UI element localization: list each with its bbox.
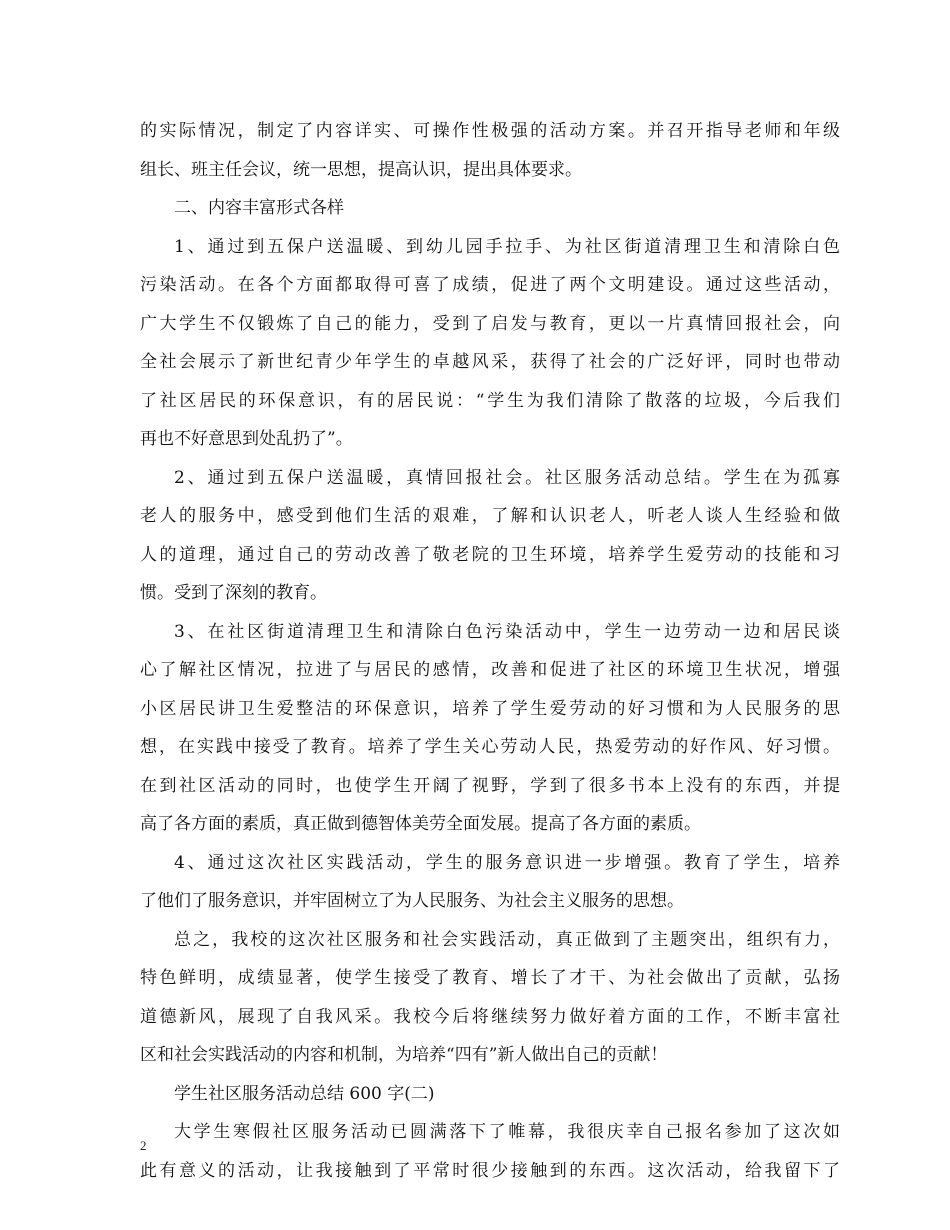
text-line: 2、通过到五保户送温暖，真情回报社会。社区服务活动总结。学生在为孤寡 xyxy=(174,467,840,488)
text-line: 道德新风，展现了自我风采。我校今后将继续努力做好着方面的工作，不断丰富社 xyxy=(140,1006,840,1027)
text-line: 再也不好意思到处乱扔了”。 xyxy=(140,429,353,449)
text-line: 4、通过这次社区实践活动，学生的服务意识进一步增强。教育了学生，培养 xyxy=(174,852,840,873)
page-number: 2 xyxy=(140,1138,147,1153)
text-line: 污染活动。在各个方面都取得可喜了成绩，促进了两个文明建设。通过这些活动， xyxy=(140,275,840,295)
text-line: 在到社区活动的同时，也使学生开阔了视野，学到了很多书本上没有的东西，并提 xyxy=(140,775,840,796)
section-heading: 二、内容丰富形式各样 xyxy=(174,198,344,218)
text-line: 了社区居民的环保意识，有的居民说：“学生为我们清除了散落的垃圾，今后我们 xyxy=(140,390,840,411)
text-line: 想，在实践中接受了教育。培养了学生关心劳动人民，热爱劳动的好作风、好习惯。 xyxy=(140,737,840,757)
text-line: 了他们了服务意识，并牢固树立了为人民服务、为社会主义服务的思想。 xyxy=(140,891,684,911)
text-line: 高了各方面的素质，真正做到德智体美劳全面发展。提高了各方面的素质。 xyxy=(140,814,701,834)
text-line: 特色鲜明，成绩显著，使学生接受了教育、增长了才干、为社会做出了贡献，弘扬 xyxy=(140,968,840,988)
text-line: 的实际情况，制定了内容详实、可操作性极强的活动方案。并召开指导老师和年级 xyxy=(140,121,840,141)
text-line: 区和社会实践活动的内容和机制，为培养“四有”新人做出自己的贡献！ xyxy=(140,1045,668,1065)
text-line: 大学生寒假社区服务活动已圆满落下了帷幕，我很庆幸自己报名参加了这次如 xyxy=(174,1122,840,1142)
text-line: 惯。受到了深刻的教育。 xyxy=(140,583,327,603)
text-line: 广大学生不仅锻炼了自己的能力，受到了启发与教育，更以一片真情回报社会，向 xyxy=(140,313,840,334)
text-line: 全社会展示了新世纪青少年学生的卓越风采，获得了社会的广泛好评，同时也带动 xyxy=(140,352,840,372)
section-heading: 学生社区服务活动总结 600 字(二) xyxy=(174,1083,435,1104)
text-line: 小区居民讲卫生爱整洁的环保意识，培养了学生爱劳动的好习惯和为人民服务的思 xyxy=(140,698,840,719)
text-line: 1、通过到五保户送温暖、到幼儿园手拉手、为社区街道清理卫生和清除白色 xyxy=(174,236,840,257)
text-line: 总之，我校的这次社区服务和社会实践活动，真正做到了主题突出，组织有力， xyxy=(174,929,840,950)
text-line: 心了解社区情况，拉进了与居民的感情，改善和促进了社区的环境卫生状况，增强 xyxy=(140,660,840,680)
text-line: 人的道理，通过自己的劳动改善了敬老院的卫生环境，培养学生爱劳动的技能和习 xyxy=(140,544,840,565)
text-line: 3、在社区街道清理卫生和清除白色污染活动中，学生一边劳动一边和居民谈 xyxy=(174,621,840,642)
document-body xyxy=(140,112,840,1190)
text-line: 此有意义的活动，让我接触到了平常时很少接触到的东西。这次活动，给我留下了 xyxy=(140,1160,840,1181)
text-line: 老人的服务中，感受到他们生活的艰难，了解和认识老人，听老人谈人生经验和做 xyxy=(140,506,840,526)
text-line: 组长、班主任会议，统一思想，提高认识，提出具体要求。 xyxy=(140,159,582,180)
